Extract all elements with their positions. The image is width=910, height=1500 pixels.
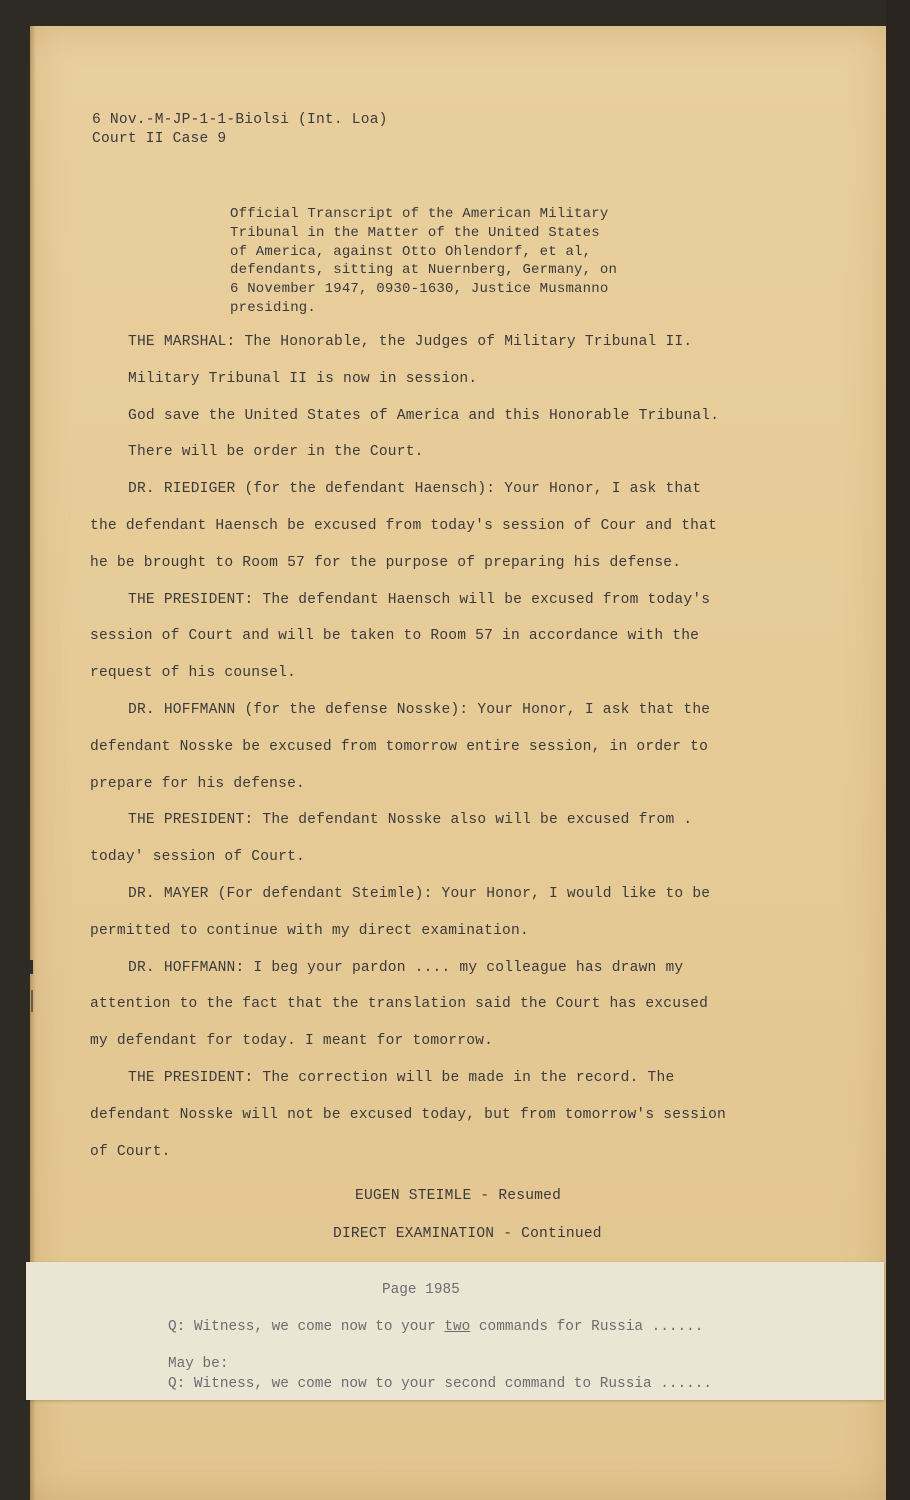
margin-mark [30,960,33,974]
president-nosske-line: today' session of Court. [90,849,305,866]
mayer-request-line: DR. MAYER (For defendant Steimle): Your Honor, I would like to be [128,885,711,902]
note-question-underlined: two [444,1319,471,1335]
note-question-alternative: Q: Witness, we come now to your second command to Russia ...... [168,1376,713,1392]
caption-line: Official Transcript of the American Military [230,206,609,222]
caption-line: of America, against Otto Ohlendorf, et al, [230,243,592,260]
caption-line: Tribunal in the Matter of the United States [230,224,600,241]
order-statement: There will be order in the Court. [128,444,424,461]
president-response-line: session of Court and will be taken to Room 57 in accordance with the [90,628,700,645]
caption-line: presiding. [230,299,317,316]
caption-line: 6 November 1947, 0930-1630, Justice Musmanno [230,281,609,298]
note-question-suffix: commands for Russia ...... [470,1319,704,1335]
riediger-request-line: DR. RIEDIGER (for the defendant Haensch): Your Honor, I ask that [128,481,702,498]
god-save-statement: God save the United States of America and this Honorable Tribunal. [128,407,720,424]
mayer-request-line: permitted to continue with my direct examination. [90,922,529,939]
hoffmann-correction-line: DR. HOFFMANN: I beg your pardon .... my colleague has drawn my [128,959,684,976]
note-page-number: Page 1985 [382,1282,460,1298]
president-correction-line: defendant Nosske will not be excused today, but from tomorrow's session [90,1106,726,1123]
hoffmann-correction-line: my defendant for today. I meant for tomorrow. [90,1033,494,1050]
note-maybe-label: May be: [168,1356,229,1372]
note-question-prefix: Q: Witness, we come now to your [168,1319,445,1335]
caption-line: defendants, sitting at Nuernberg, Germany, on [230,262,618,279]
header-court: Court II Case 9 [92,131,227,147]
transcript-caption [230,205,650,318]
session-statement: Military Tribunal II is now in session. [128,370,478,387]
witness-resumed: EUGEN STEIMLE - Resumed [355,1188,562,1204]
hoffmann-request-line: prepare for his defense. [90,775,305,792]
president-response-line: THE PRESIDENT: The defendant Haensch will be excused from today's [128,591,711,608]
correction-note-slip [26,1262,884,1400]
margin-mark [31,990,33,1012]
hoffmann-request-line: DR. HOFFMANN (for the defense Nosske): Your Honor, I ask that the [128,701,711,718]
president-response-line: request of his counsel. [90,665,297,682]
hoffmann-correction-line: attention to the fact that the translation said the Court has excused [90,996,709,1013]
president-correction-line: of Court. [90,1143,171,1160]
direct-examination-heading: DIRECT EXAMINATION - Continued [333,1226,602,1242]
scan-background-strip [886,0,910,1500]
header-reference: 6 Nov.-M-JP-1-1-Biolsi (Int. Loa) [92,112,388,128]
hoffmann-request-line: defendant Nosske be excused from tomorrow entire session, in order to [90,738,709,755]
marshal-statement: THE MARSHAL: The Honorable, the Judges of Military Tribunal II. [128,334,693,350]
president-nosske-line: THE PRESIDENT: The defendant Nosske also will be excused from . [128,812,693,829]
note-question-original [168,1319,703,1335]
riediger-request-line: he be brought to Room 57 for the purpose of preparing his defense. [90,554,682,571]
president-correction-line: THE PRESIDENT: The correction will be made in the record. The [128,1069,675,1086]
transcript-body [90,324,750,1170]
riediger-request-line: the defendant Haensch be excused from today's session of Cour and that [90,517,718,534]
